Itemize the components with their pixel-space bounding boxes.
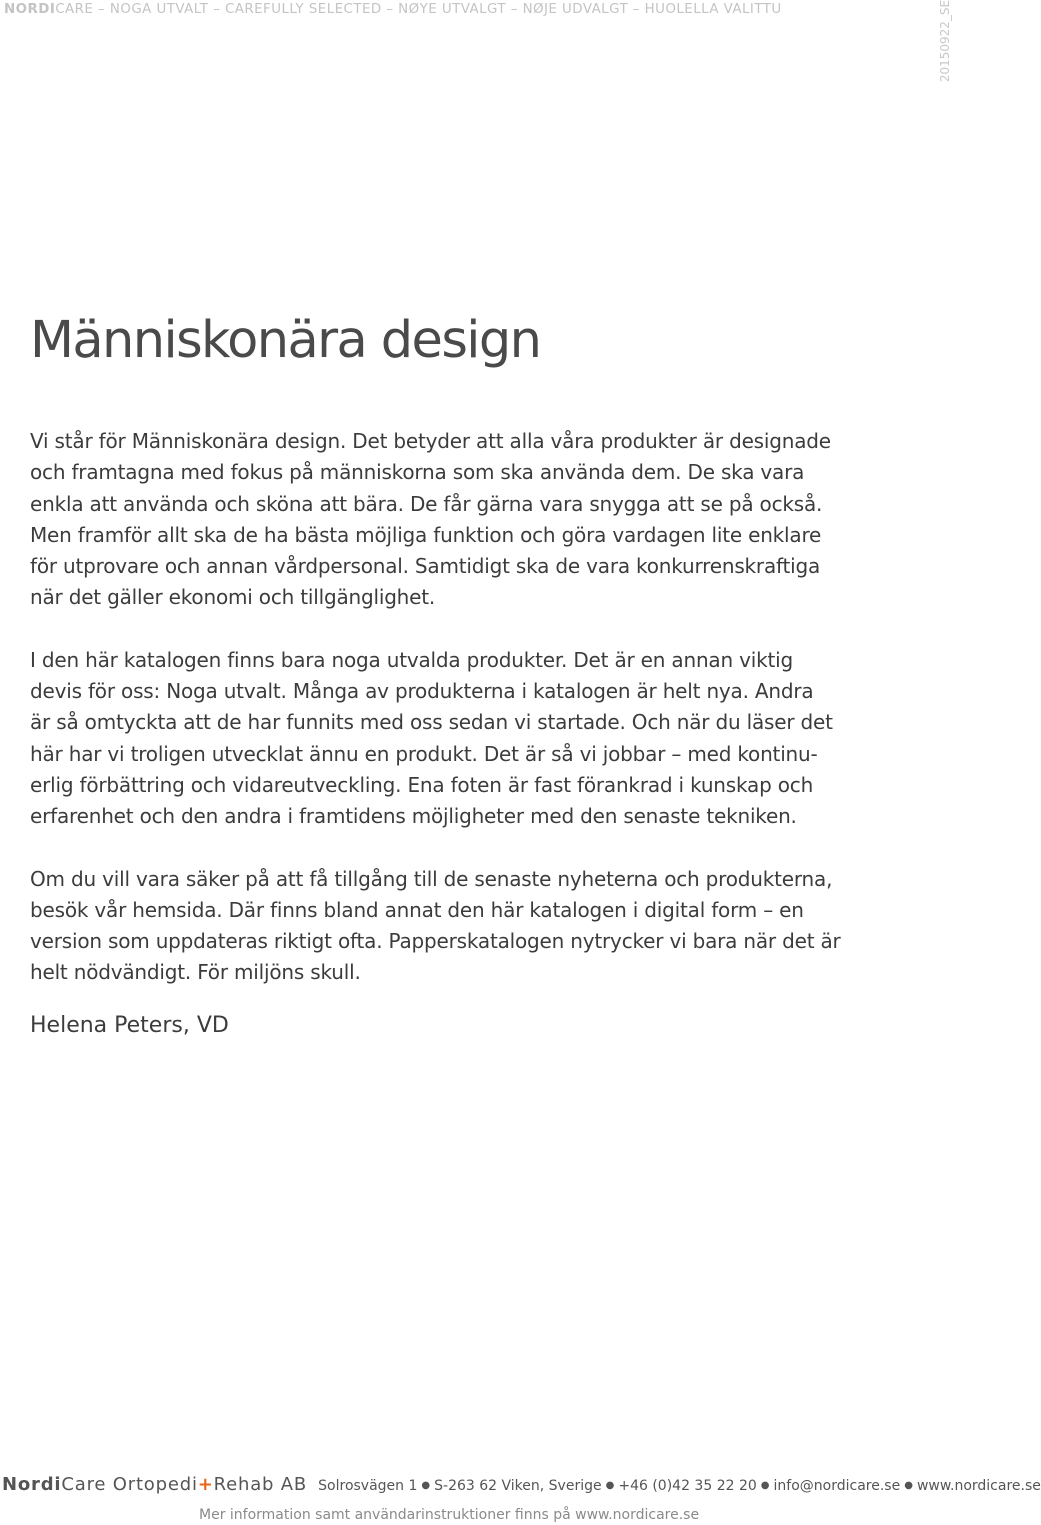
footer-contact-line	[2, 1474, 1041, 1495]
body-text	[30, 426, 930, 1020]
address: Solrosvägen 1	[318, 1478, 418, 1494]
company-name-bold: Nordi	[2, 1474, 62, 1495]
footer-note: Mer information samt användarinstruktioner finns på www.nordicare.se	[199, 1507, 700, 1523]
website-link[interactable]: www.nordicare.se	[916, 1478, 1041, 1494]
bullet-separator: ●	[605, 1480, 615, 1491]
bullet-separator: ●	[760, 1480, 770, 1491]
page-title: Människonära design	[30, 311, 541, 370]
text-line: helt nödvändigt. För miljöns skull.	[30, 960, 361, 985]
text-line: erfarenhet och den andra i framtidens möjligheter med den senaste tekniken.	[30, 804, 797, 829]
brand-name-rest: CARE	[55, 2, 94, 17]
text-line: enkla att använda och sköna att bära. De får gärna vara snygga att se på också.	[30, 491, 823, 516]
phone-number: +46 (0)42 35 22 20	[618, 1478, 757, 1494]
signature: Helena Peters, VD	[30, 1013, 229, 1038]
company-name-part: Rehab AB	[213, 1474, 308, 1495]
text-line: Om du vill vara säker på att få tillgång till de senaste nyheterna och produkterna,	[30, 866, 833, 891]
company-name-part: Care Ortopedi	[61, 1474, 198, 1495]
company-name	[2, 1474, 307, 1495]
bullet-separator: ●	[421, 1480, 431, 1491]
paragraph-3	[30, 864, 930, 989]
header-tagline	[4, 2, 782, 17]
document-code: 20150922_SE	[937, 0, 952, 83]
tagline-text: – NOGA UTVALT – CAREFULLY SELECTED – NØYE UTVALGT – NØJE UDVALGT – HUOLELLA VALITTU	[93, 2, 782, 17]
postal-address: S-263 62 Viken, Sverige	[434, 1478, 602, 1494]
text-line: är så omtyckta att de har funnits med oss sedan vi startade. Och när du läser det	[30, 710, 833, 735]
brand-name-bold: NORDI	[4, 2, 56, 17]
text-line: besök vår hemsida. Där finns bland annat den här katalogen i digital form – en	[30, 897, 804, 922]
email-link[interactable]: info@nordicare.se	[773, 1478, 901, 1494]
text-line: när det gäller ekonomi och tillgänglighet.	[30, 585, 436, 610]
text-line: erlig förbättring och vidareutveckling. Ena foten är fast förankrad i kunskap och	[30, 772, 814, 797]
text-line: och framtagna med fokus på människorna som ska använda dem. De ska vara	[30, 460, 805, 485]
text-line: Men framför allt ska de ha bästa möjliga funktion och göra vardagen lite enklare	[30, 522, 822, 547]
text-line: här har vi troligen utvecklat ännu en produkt. Det är så vi jobbar – med kontinu-	[30, 741, 818, 766]
bullet-separator: ●	[904, 1480, 913, 1491]
paragraph-1	[30, 426, 930, 614]
paragraph-2	[30, 645, 930, 833]
plus-sign: +	[197, 1474, 214, 1495]
text-line: för utprovare och annan vårdpersonal. Samtidigt ska de vara konkurrenskraftiga	[30, 554, 821, 579]
text-line: Vi står för Människonära design. Det betyder att alla våra produkter är designade	[30, 429, 831, 453]
contact-details	[318, 1478, 1041, 1494]
text-line: devis för oss: Noga utvalt. Många av produkterna i katalogen är helt nya. Andra	[30, 679, 814, 704]
text-line: I den här katalogen finns bara noga utvalda produkter. Det är en annan viktig	[30, 647, 793, 672]
text-line: version som uppdateras riktigt ofta. Papperskatalogen nytrycker vi bara när det är	[30, 929, 841, 954]
